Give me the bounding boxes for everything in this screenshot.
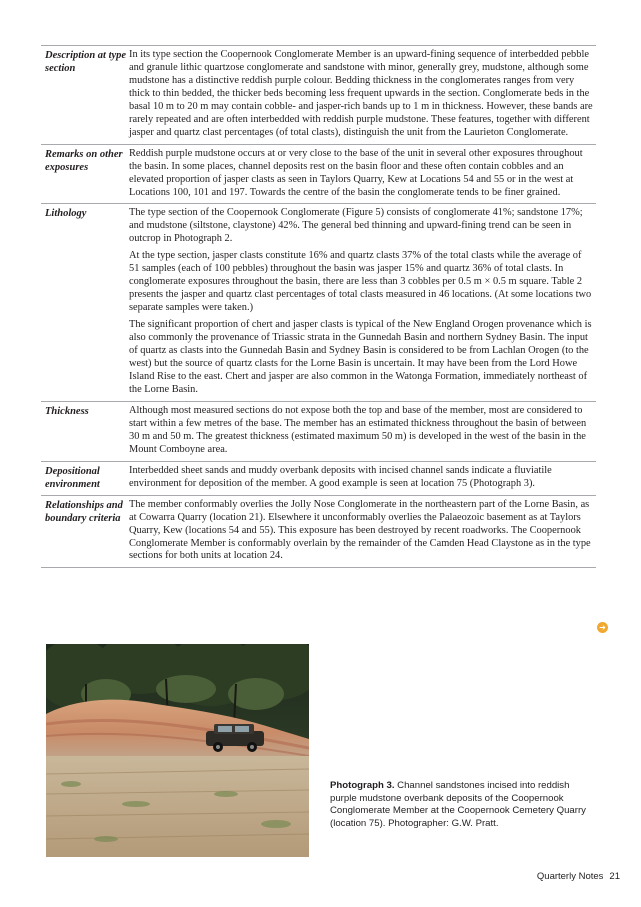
- row-content: [129, 207, 596, 396]
- caption-text: Channel sandstones incised into reddish purple mudstone overbank deposits of the Coopernook Conglomerate Member at the Coopernook Cemetery Quarry (location 75). Photographer: G.W. Pratt.: [330, 780, 586, 829]
- row-label: Description at type section: [45, 50, 127, 74]
- paragraph: Interbedded sheet sands and muddy overbank deposits with incised channel sands indicate a fluviatile environment for deposition of the member. A good example is seen at location 75 (Photograph 3).: [129, 464, 552, 489]
- row-content: [129, 49, 596, 140]
- continue-arrow-icon: ➜: [597, 622, 608, 633]
- paragraph: The member conformably overlies the Jolly Nose Conglomerate in the northeastern part of the Lorne Basin, as at Cowarra Quarry (location 21). Elsewhere it unconformably overlies the Palaeozoic basement as at Taylors Quarry, Kew (locations 54 and 55). This exposure has been destroyed by recent roadworks. The Coopernook Conglomerate Member is conformably overlain by the remainder of the Camden Head Claystone as in the type sections for both units at location 24.: [129, 498, 591, 562]
- photo-caption: [330, 780, 590, 830]
- table-row: [41, 145, 596, 205]
- row-content: [129, 405, 596, 457]
- paragraph: The type section of the Coopernook Conglomerate (Figure 5) consists of conglomerate 41%; sandstone 17%; and mudstone (siltstone, claystone) 42%. The general bed thinning and upward-fining trend can be seen in outcrop in Photograph 2.: [129, 207, 583, 245]
- caption-title: Photograph 3.: [330, 780, 395, 791]
- paragraph: At the type section, jasper clasts constitute 16% and quartz clasts 37% of the total clasts while the average of 51 samples (each of 100 pebbles) throughout the basin was jasper 15% and quartz 36% of total clasts. In conglomerate exposures throughout the basin, there are less than 3 cobbles per 0.5 m × 0.5 m square. Table 2 presents the jasper and quartz clast percentages of total clasts measured in 46 locations. (At some locations two separate samples were taken.): [129, 250, 592, 314]
- stratigraphy-table: [41, 45, 596, 568]
- paragraph: In its type section the Coopernook Conglomerate Member is an upward-fining sequence of interbedded pebble and granule lithic quartzose conglomerate and sandstone with minor, generally grey, mudstone, although some mudstone has a distinctive reddish purple colour. Bedding thickness in the conglomerates ranges from very thick to thin bedded, the thicker beds becoming less frequent upwards in the section. Conglomerate beds in the basal 10 m to 20 m may contain cobble- and jasper-rich bands up to 1 m in thickness. However, these bands are rarely repeated and are often interbedded with reddish purple mudstone. These features, together with different jasper and quartz clast percentages (of total clasts), distinguish the unit from the Laurieton Conglomerate.: [129, 49, 593, 138]
- table-row: [41, 46, 596, 145]
- table-row: [41, 496, 596, 569]
- row-content: [129, 148, 596, 200]
- publication-name: Quarterly Notes: [536, 871, 604, 882]
- row-label: Remarks on other exposures: [45, 148, 123, 173]
- row-label: Lithology: [45, 208, 87, 220]
- page-footer: [520, 871, 620, 882]
- paragraph: Reddish purple mudstone occurs at or very close to the base of the unit in several other exposures throughout the basin. In some places, channel deposits rest on the basin floor and these often contain cobbles and an elevated proportion of jasper clasts as seen in Taylors Quarry, Kew at Locations 54 and 55 or in the west at Locations 100, 101 and 197. Towards the centre of the basin the conglomerate tends to be finer grained.: [129, 147, 583, 198]
- paragraph: Although most measured sections do not expose both the top and base of the member, most are considered to start within a few metres of the base. The member has an estimated thickness throughout the basin of between 30 m and 50 m. The greatest thickness (estimated maximum 50 m) is developed in the west of the basin in the Mount Comboyne area.: [129, 404, 587, 455]
- photograph-3: [46, 644, 309, 857]
- table-row: [41, 204, 596, 401]
- row-content: [129, 499, 596, 564]
- table-row: [41, 462, 596, 496]
- paragraph: The significant proportion of chert and jasper clasts is typical of the New England Orogen provenance which is also commonly the provenance of Triassic strata in the Gunnedah Basin and northern Sydney Basin. The input of quartz as clasts into the Gunnedah Basin and Sydney Basin is considered to be from Lachlan Orogen (to the west) but the source of quartz clasts for the Lorne Basin is uncertain. It may have been from the Lord Howe Island Rise to the east. Chert and jasper are also common in the Watonga Formation, immediately northeast of the Lorne Basin.: [129, 319, 592, 395]
- page-number: 21: [609, 871, 620, 882]
- row-content: [129, 465, 596, 491]
- row-label: Relationships and boundary criteria: [45, 499, 123, 524]
- row-label: Depositional environment: [45, 465, 100, 490]
- table-row: [41, 402, 596, 462]
- row-label: Thickness: [45, 405, 89, 417]
